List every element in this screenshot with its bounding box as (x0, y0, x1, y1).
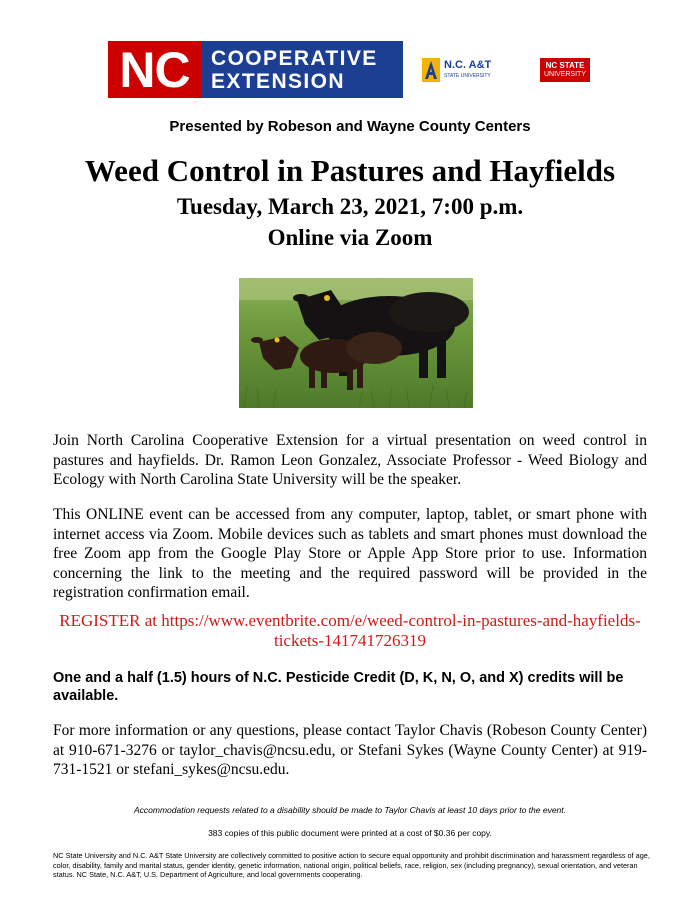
nc-state-line1: NC STATE (545, 61, 585, 70)
access-paragraph: This ONLINE event can be accessed from any computer, laptop, tablet, or smart phone with internet access via Zoom. Mobile devices such as tablets and smart phones must download the free Zoom app from the Google Play Store or Apple App Store prior to use. Information concerning the link to the meeting and the required password will be provided in the registration confirmation email. (53, 506, 647, 601)
nc-logo-extension: EXTENSION (211, 69, 345, 93)
nc-state-logo (540, 58, 590, 82)
ncat-logo (422, 57, 512, 83)
nc-logo-wordmark (201, 41, 403, 98)
pesticide-credits: One and a half (1.5) hours of N.C. Pesticide Credit (D, K, N, O, and X) credits will be available. (53, 670, 624, 704)
ncat-sub: STATE UNIVERSITY (444, 72, 491, 79)
ncat-logo-text (444, 60, 491, 81)
nondiscrimination-statement: NC State University and N.C. A&T State University are collectively committed to positive action to secure equal opportunity and prohibit discrimination and harassment regardless of age, color, disability, family and marital status, gender identity, genetic information, national origin, political beliefs, race, religion, sex (including pregnancy), sexual orientation, and veteran status. NC State, N.C. A&T, U.S. Department of Agriculture, and local governments cooperating. (53, 851, 650, 879)
cattle-photo (239, 278, 473, 408)
registration-link[interactable]: REGISTER at https://www.eventbrite.com/e/weed-control-in-pastures-and-hayfields-tickets-141741726319 (59, 611, 641, 650)
nc-cooperative-extension-logo (108, 41, 403, 98)
ncat-aggie-icon (422, 58, 440, 82)
page-title: Weed Control in Pastures and Hayfields (84, 153, 616, 188)
intro-paragraph: Join North Carolina Cooperative Extension for a virtual presentation on weed control in pastures and hayfields. Dr. Ramon Leon Gonzalez, Associate Professor - Weed Biology and Ecology with North Carolina State University will be the speaker. (53, 432, 647, 488)
nc-logo-mark: NC (108, 41, 201, 98)
ncat-name: N.C. A&T (444, 58, 492, 71)
nc-state-line2: UNIVERSITY (543, 71, 586, 78)
event-venue: Online via Zoom (267, 225, 433, 250)
copies-note: 383 copies of this public document were printed at a cost of $0.36 per copy. (208, 828, 492, 838)
nc-logo-cooperative: COOPERATIVE (211, 46, 378, 70)
accommodation-note: Accommodation requests related to a disability should be made to Taylor Chavis at least 10 days prior to the event. (133, 805, 566, 815)
presented-by: Presented by Robeson and Wayne County Centers (169, 118, 531, 135)
event-date: Tuesday, March 23, 2021, 7:00 p.m. (176, 194, 524, 219)
contact-paragraph: For more information or any questions, please contact Taylor Chavis (Robeson County Center) at 910-671-3276 or taylor_chavis@ncsu.edu, or Stefani Sykes (Wayne County Center) at 919-731-1521 or stefani_sykes@ncsu.edu. (53, 722, 647, 778)
